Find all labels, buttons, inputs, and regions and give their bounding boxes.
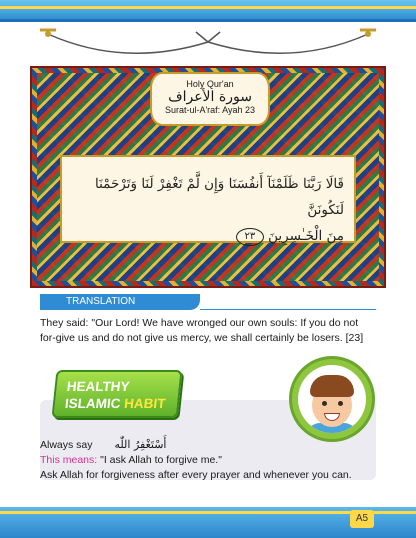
badge-word-islamic: ISLAMIC <box>64 396 122 411</box>
surah-title-box <box>150 72 270 126</box>
page-number: A5 <box>350 510 374 528</box>
hanging-rope-ornament <box>40 28 376 68</box>
means-text: "I ask Allah to forgive me." <box>100 454 222 466</box>
top-decorative-bar <box>0 0 416 22</box>
ayah-line-1: قَالَا رَبَّنَا ظَلَمْنَآ أَنفُسَنَا وَإِن لَّمْ تَغْفِرْ لَنَا وَتَرْحَمْنَا لَنَكُونَنَّ <box>94 176 344 218</box>
translation-tab <box>40 294 376 310</box>
surah-reference: Surat-ul-A'raf: Ayah 23 <box>164 105 256 115</box>
always-say-label: Always say <box>40 439 93 451</box>
badge-word-habit: HABIT <box>123 396 167 411</box>
ayah-number-marker: ٢٣ <box>236 228 264 246</box>
surah-arabic-title: سورة الأعراف <box>168 89 252 105</box>
translation-text: They said: "Our Lord! We have wronged our own souls: If you do not for-give us and do not give us mercy, we shall certainly be losers. [23] <box>40 317 364 344</box>
ayah-line-2-text: مِنَ الْخَـٰسِرِينَ <box>268 228 344 244</box>
smiling-boy-illustration <box>298 365 366 433</box>
holy-quran-label: Holy Qur'an <box>186 79 234 89</box>
translation-tab-label: TRANSLATION <box>40 294 200 310</box>
istighfar-arabic: أَسْتَغْفِرُ اللّٰه <box>114 438 167 451</box>
ayah-text-box <box>60 155 356 243</box>
boy-avatar-ring <box>289 356 375 442</box>
means-label: This means: <box>40 454 98 466</box>
habit-text-block <box>40 437 376 483</box>
ayah-line-2 <box>72 223 344 249</box>
habit-advice: Ask Allah for forgiveness after every prayer and whenever you can. <box>40 469 352 481</box>
badge-line-1: HEALTHY <box>66 379 131 394</box>
healthy-islamic-habit-badge <box>51 370 182 418</box>
